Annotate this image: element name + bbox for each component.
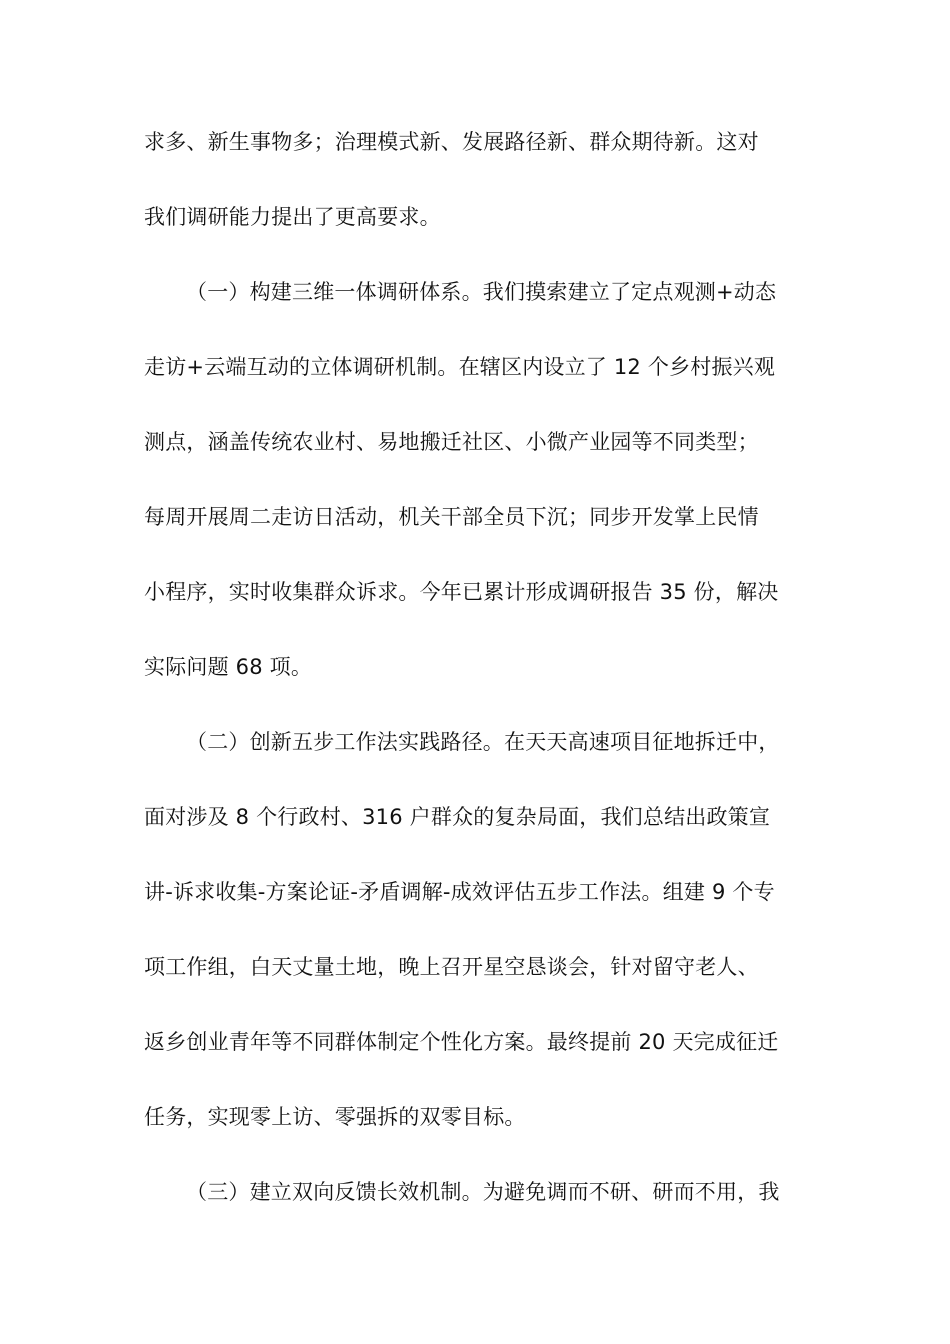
paragraph-heading-2: （二）创新五步工作法实践路径。在天天高速项目征地拆迁中，: [186, 730, 780, 754]
text-line: 讲-诉求收集-方案论证-矛盾调解-成效评估五步工作法。组建 9 个专: [144, 880, 775, 904]
text-line: 项工作组，白天丈量土地，晚上召开星空恳谈会，针对留守老人、: [144, 955, 759, 979]
paragraph-heading-3: （三）建立双向反馈长效机制。为避免调而不研、研而不用，我: [186, 1180, 780, 1204]
text-line: 我们调研能力提出了更高要求。: [144, 205, 441, 229]
text-line: 走访+云端互动的立体调研机制。在辖区内设立了 12 个乡村振兴观: [144, 355, 776, 379]
text-line: 小程序，实时收集群众诉求。今年已累计形成调研报告 35 份，解决: [144, 580, 779, 604]
text-line: 面对涉及 8 个行政村、316 户群众的复杂局面，我们总结出政策宣: [144, 805, 771, 829]
text-line: 每周开展周二走访日活动，机关干部全员下沉；同步开发掌上民情: [144, 505, 759, 529]
text-line: 实际问题 68 项。: [144, 655, 313, 679]
text-line: 测点，涵盖传统农业村、易地搬迁社区、小微产业园等不同类型；: [144, 430, 759, 454]
paragraph-heading-1: （一）构建三维一体调研体系。我们摸索建立了定点观测+动态: [186, 280, 777, 304]
text-line: 返乡创业青年等不同群体制定个性化方案。最终提前 20 天完成征迁: [144, 1030, 779, 1054]
text-line: 任务，实现零上访、零强拆的双零目标。: [144, 1105, 526, 1129]
text-line: 求多、新生事物多；治理模式新、发展路径新、群众期待新。这对: [144, 130, 759, 154]
